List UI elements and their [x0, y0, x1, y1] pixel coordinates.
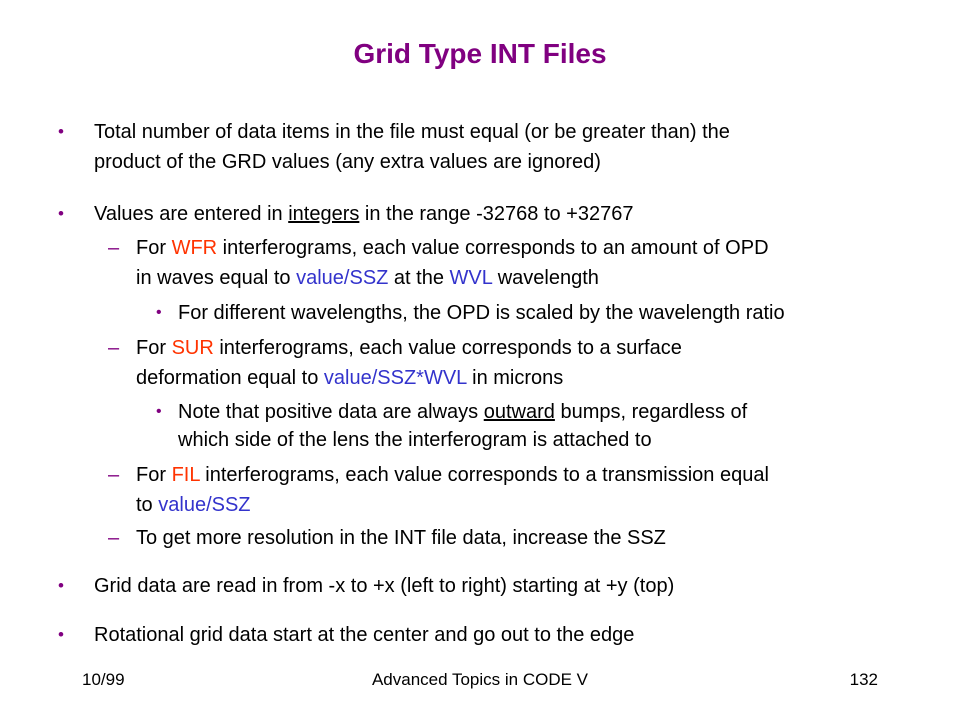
- bullet-marker: •: [58, 122, 64, 141]
- footer-date: 10/99: [82, 670, 125, 689]
- underlined-term: outward: [483, 401, 555, 423]
- bullet-text: product of the GRD values (any extra values are ignored): [94, 151, 601, 173]
- keyword: SUR: [171, 337, 214, 359]
- sub-bullet-text: To get more resolution in the INT file data, increase the SSZ: [136, 527, 666, 549]
- dash-marker: –: [108, 237, 120, 259]
- bullet-text: Grid data are read in from -x to +x (left to right) starting at +y (top): [94, 575, 675, 597]
- sub-bullet-text: to value/SSZ: [136, 494, 251, 516]
- sub-bullet-text: in waves equal to value/SSZ at the WVL wavelength: [136, 267, 599, 289]
- bullet-marker: •: [156, 403, 162, 420]
- keyword: WFR: [171, 237, 218, 259]
- keyword: FIL: [171, 464, 200, 486]
- footer-title: Advanced Topics in CODE V: [371, 670, 589, 689]
- sub-bullet-text: For SUR interferograms, each value corresponds to a surface: [136, 337, 682, 359]
- keyword: WVL: [449, 267, 493, 289]
- bullet-text: Values are entered in integers in the range -32768 to +32767: [94, 203, 634, 225]
- bullet-marker: •: [58, 204, 64, 223]
- formula: value/SSZ*WVL: [323, 367, 467, 389]
- underlined-term: integers: [288, 203, 360, 225]
- sub-sub-bullet-text: Note that positive data are always outward bumps, regardless of: [178, 401, 748, 423]
- sub-sub-bullet-text: which side of the lens the interferogram is attached to: [178, 429, 652, 451]
- dash-marker: –: [108, 464, 120, 486]
- bullet-text: Rotational grid data start at the center and go out to the edge: [94, 624, 635, 646]
- bullet-marker: •: [58, 576, 64, 595]
- sub-bullet-text: For FIL interferograms, each value corresponds to a transmission equal: [136, 464, 769, 486]
- formula: value/SSZ: [158, 494, 251, 516]
- slide-title: Grid Type INT Files: [353, 38, 607, 69]
- dash-marker: –: [108, 337, 120, 359]
- sub-bullet-text: For WFR interferograms, each value corresponds to an amount of OPD: [136, 237, 769, 259]
- sub-sub-bullet-text: For different wavelengths, the OPD is scaled by the wavelength ratio: [178, 302, 785, 324]
- formula: value/SSZ: [296, 267, 389, 289]
- dash-marker: –: [108, 527, 120, 549]
- bullet-text: Total number of data items in the file must equal (or be greater than) the: [94, 121, 730, 143]
- bullet-marker: •: [58, 625, 64, 644]
- bullet-marker: •: [156, 304, 162, 321]
- page-number: 132: [849, 670, 878, 689]
- sub-bullet-text: deformation equal to value/SSZ*WVL in microns: [136, 367, 564, 389]
